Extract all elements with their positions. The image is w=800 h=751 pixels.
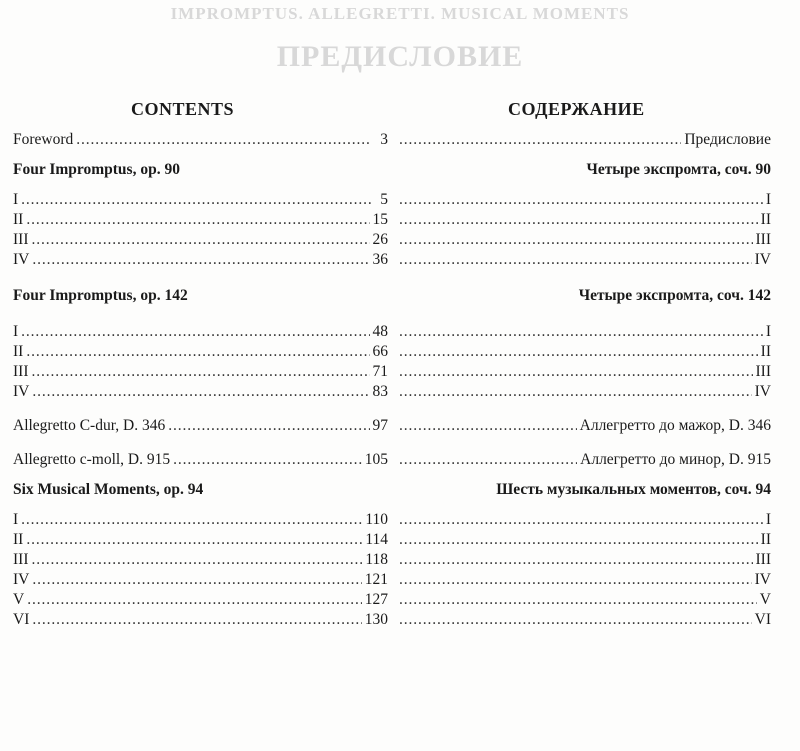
toc-entry-ru[interactable] bbox=[396, 322, 771, 342]
toc-entry[interactable] bbox=[13, 530, 388, 550]
entry-title: II bbox=[13, 343, 24, 360]
toc-entry[interactable] bbox=[13, 590, 388, 610]
contents-heading-ru: СОДЕРЖАНИЕ bbox=[508, 99, 645, 119]
entry-title: Allegretto c-moll, D. 915 bbox=[13, 451, 171, 468]
entry-title: I bbox=[13, 511, 19, 528]
entry-title: IV bbox=[13, 571, 30, 588]
toc-entry[interactable] bbox=[13, 322, 388, 342]
toc-entry-foreword[interactable] bbox=[13, 130, 388, 150]
leader-dots bbox=[26, 530, 362, 550]
leader-dots bbox=[399, 230, 753, 250]
toc-entry[interactable] bbox=[13, 230, 388, 250]
toc-entry-ru[interactable] bbox=[396, 190, 771, 210]
toc-entry-allegretto-346[interactable] bbox=[13, 416, 388, 436]
toc-entry-ru[interactable] bbox=[396, 530, 771, 550]
toc-entry-ru[interactable] bbox=[396, 570, 771, 590]
toc-entry-ru[interactable] bbox=[396, 342, 771, 362]
toc-entry-ru[interactable] bbox=[396, 230, 771, 250]
toc-entry-ru[interactable] bbox=[396, 362, 771, 382]
page-number: 130 bbox=[364, 611, 388, 628]
leader-dots bbox=[76, 130, 371, 150]
section-title: Четыре экспромта, соч. 90 bbox=[586, 161, 771, 178]
entry-title: IV bbox=[13, 251, 30, 268]
toc-entry[interactable] bbox=[13, 570, 388, 590]
page-number: 5 bbox=[380, 191, 388, 208]
entry-title: IV bbox=[754, 251, 771, 268]
page-number: 83 bbox=[372, 383, 388, 400]
toc-entry-ru[interactable] bbox=[396, 590, 771, 610]
leader-dots bbox=[32, 610, 361, 630]
entry-title: III bbox=[13, 231, 29, 248]
leader-dots bbox=[399, 530, 758, 550]
entry-title: III bbox=[755, 551, 771, 568]
leader-dots bbox=[32, 550, 363, 570]
entry-title: IV bbox=[754, 571, 771, 588]
entry-title: II bbox=[13, 531, 24, 548]
leader-dots bbox=[399, 322, 763, 342]
page-number: 66 bbox=[372, 343, 388, 360]
entry-title: I bbox=[765, 511, 771, 528]
contents-heading: CONTENTS bbox=[131, 99, 235, 119]
page-number: 26 bbox=[372, 231, 388, 248]
leader-dots bbox=[399, 190, 763, 210]
entry-title: Аллегретто до минор, D. 915 bbox=[580, 451, 771, 468]
entry-title: II bbox=[760, 211, 771, 228]
contents-russian-column bbox=[396, 96, 771, 630]
toc-entry[interactable] bbox=[13, 610, 388, 630]
entry-title: Allegretto C-dur, D. 346 bbox=[13, 417, 166, 434]
toc-section-op94-ru bbox=[396, 480, 771, 500]
leader-dots bbox=[399, 590, 757, 610]
toc-entry-ru[interactable] bbox=[396, 610, 771, 630]
entry-title: III bbox=[13, 363, 29, 380]
entry-title: IV bbox=[13, 383, 30, 400]
entry-title: II bbox=[13, 211, 24, 228]
toc-section-op94 bbox=[13, 480, 388, 500]
entry-title: I bbox=[13, 323, 19, 340]
toc-section-op142-ru bbox=[396, 286, 771, 306]
page-number: 127 bbox=[364, 591, 388, 608]
toc-entry-allegretto-915[interactable] bbox=[13, 450, 388, 470]
entry-title: VI bbox=[754, 611, 771, 628]
leader-dots bbox=[21, 190, 371, 210]
toc-entry[interactable] bbox=[13, 190, 388, 210]
toc-entry[interactable] bbox=[13, 342, 388, 362]
leader-dots bbox=[399, 210, 758, 230]
contents-english-column bbox=[13, 96, 388, 630]
entry-title: V bbox=[759, 591, 771, 608]
toc-entry-allegretto-915-ru[interactable] bbox=[396, 450, 771, 470]
entry-title: I bbox=[13, 191, 19, 208]
toc-entry-ru[interactable] bbox=[396, 250, 771, 270]
leader-dots bbox=[32, 230, 370, 250]
entry-title: II bbox=[760, 531, 771, 548]
bleed-through-title: IMPROMPTUS. ALLEGRETTI. MUSICAL MOMENTS bbox=[170, 4, 630, 23]
page-number: 3 bbox=[380, 131, 388, 148]
leader-dots bbox=[32, 250, 369, 270]
leader-dots bbox=[399, 510, 763, 530]
page-number: 105 bbox=[364, 451, 388, 468]
toc-entry-ru[interactable] bbox=[396, 550, 771, 570]
leader-dots bbox=[399, 416, 577, 436]
entry-title: Foreword bbox=[13, 131, 74, 148]
page-number: 48 bbox=[372, 323, 388, 340]
section-title: Four Impromptus, op. 90 bbox=[13, 161, 180, 178]
toc-entry[interactable] bbox=[13, 382, 388, 402]
entry-title: Аллегретто до мажор, D. 346 bbox=[579, 417, 771, 434]
toc-entry-ru[interactable] bbox=[396, 210, 771, 230]
entry-title: Предисловие bbox=[684, 131, 771, 148]
toc-entry[interactable] bbox=[13, 510, 388, 530]
page-number: 71 bbox=[372, 363, 388, 380]
leader-dots bbox=[32, 570, 361, 590]
toc-entry[interactable] bbox=[13, 210, 388, 230]
toc-section-op90 bbox=[13, 160, 388, 180]
toc-entry[interactable] bbox=[13, 250, 388, 270]
leader-dots bbox=[399, 570, 752, 590]
page-number: 15 bbox=[372, 211, 388, 228]
leader-dots bbox=[32, 362, 370, 382]
page-number: 110 bbox=[365, 511, 388, 528]
section-title: Шесть музыкальных моментов, соч. 94 bbox=[496, 481, 771, 498]
entry-title: III bbox=[755, 363, 771, 380]
leader-dots bbox=[173, 450, 362, 470]
entry-title: VI bbox=[13, 611, 30, 628]
toc-entry-allegretto-346-ru[interactable] bbox=[396, 416, 771, 436]
toc-entry[interactable] bbox=[13, 362, 388, 382]
page-number: 97 bbox=[372, 417, 388, 434]
entry-title: III bbox=[755, 231, 771, 248]
leader-dots bbox=[399, 610, 752, 630]
toc-entry-ru[interactable] bbox=[396, 382, 771, 402]
toc-section-op90-ru bbox=[396, 160, 771, 180]
entry-title: II bbox=[760, 343, 771, 360]
leader-dots bbox=[399, 130, 681, 150]
toc-section-op142 bbox=[13, 286, 388, 306]
bleed-through-heading: ПРЕДИСЛОВИЕ bbox=[276, 40, 524, 73]
leader-dots bbox=[26, 342, 369, 362]
leader-dots bbox=[399, 550, 753, 570]
page-number: 121 bbox=[364, 571, 388, 588]
entry-title: III bbox=[13, 551, 29, 568]
entry-title: IV bbox=[754, 383, 771, 400]
entry-title: V bbox=[13, 591, 25, 608]
leader-dots bbox=[27, 590, 362, 610]
leader-dots bbox=[399, 250, 752, 270]
page-number: 118 bbox=[365, 551, 388, 568]
page-number: 36 bbox=[372, 251, 388, 268]
leader-dots bbox=[399, 342, 758, 362]
section-title: Four Impromptus, op. 142 bbox=[13, 287, 188, 304]
leader-dots bbox=[399, 450, 577, 470]
entry-title: I bbox=[765, 323, 771, 340]
toc-entry[interactable] bbox=[13, 550, 388, 570]
toc-entry-foreword-ru[interactable] bbox=[396, 130, 771, 150]
leader-dots bbox=[21, 510, 362, 530]
leader-dots bbox=[168, 416, 369, 436]
leader-dots bbox=[32, 382, 369, 402]
entry-title: I bbox=[765, 191, 771, 208]
leader-dots bbox=[21, 322, 369, 342]
section-title: Six Musical Moments, op. 94 bbox=[13, 481, 204, 498]
page-number: 114 bbox=[365, 531, 388, 548]
leader-dots bbox=[399, 382, 752, 402]
toc-entry-ru[interactable] bbox=[396, 510, 771, 530]
section-title: Четыре экспромта, соч. 142 bbox=[578, 287, 771, 304]
leader-dots bbox=[26, 210, 369, 230]
leader-dots bbox=[399, 362, 753, 382]
